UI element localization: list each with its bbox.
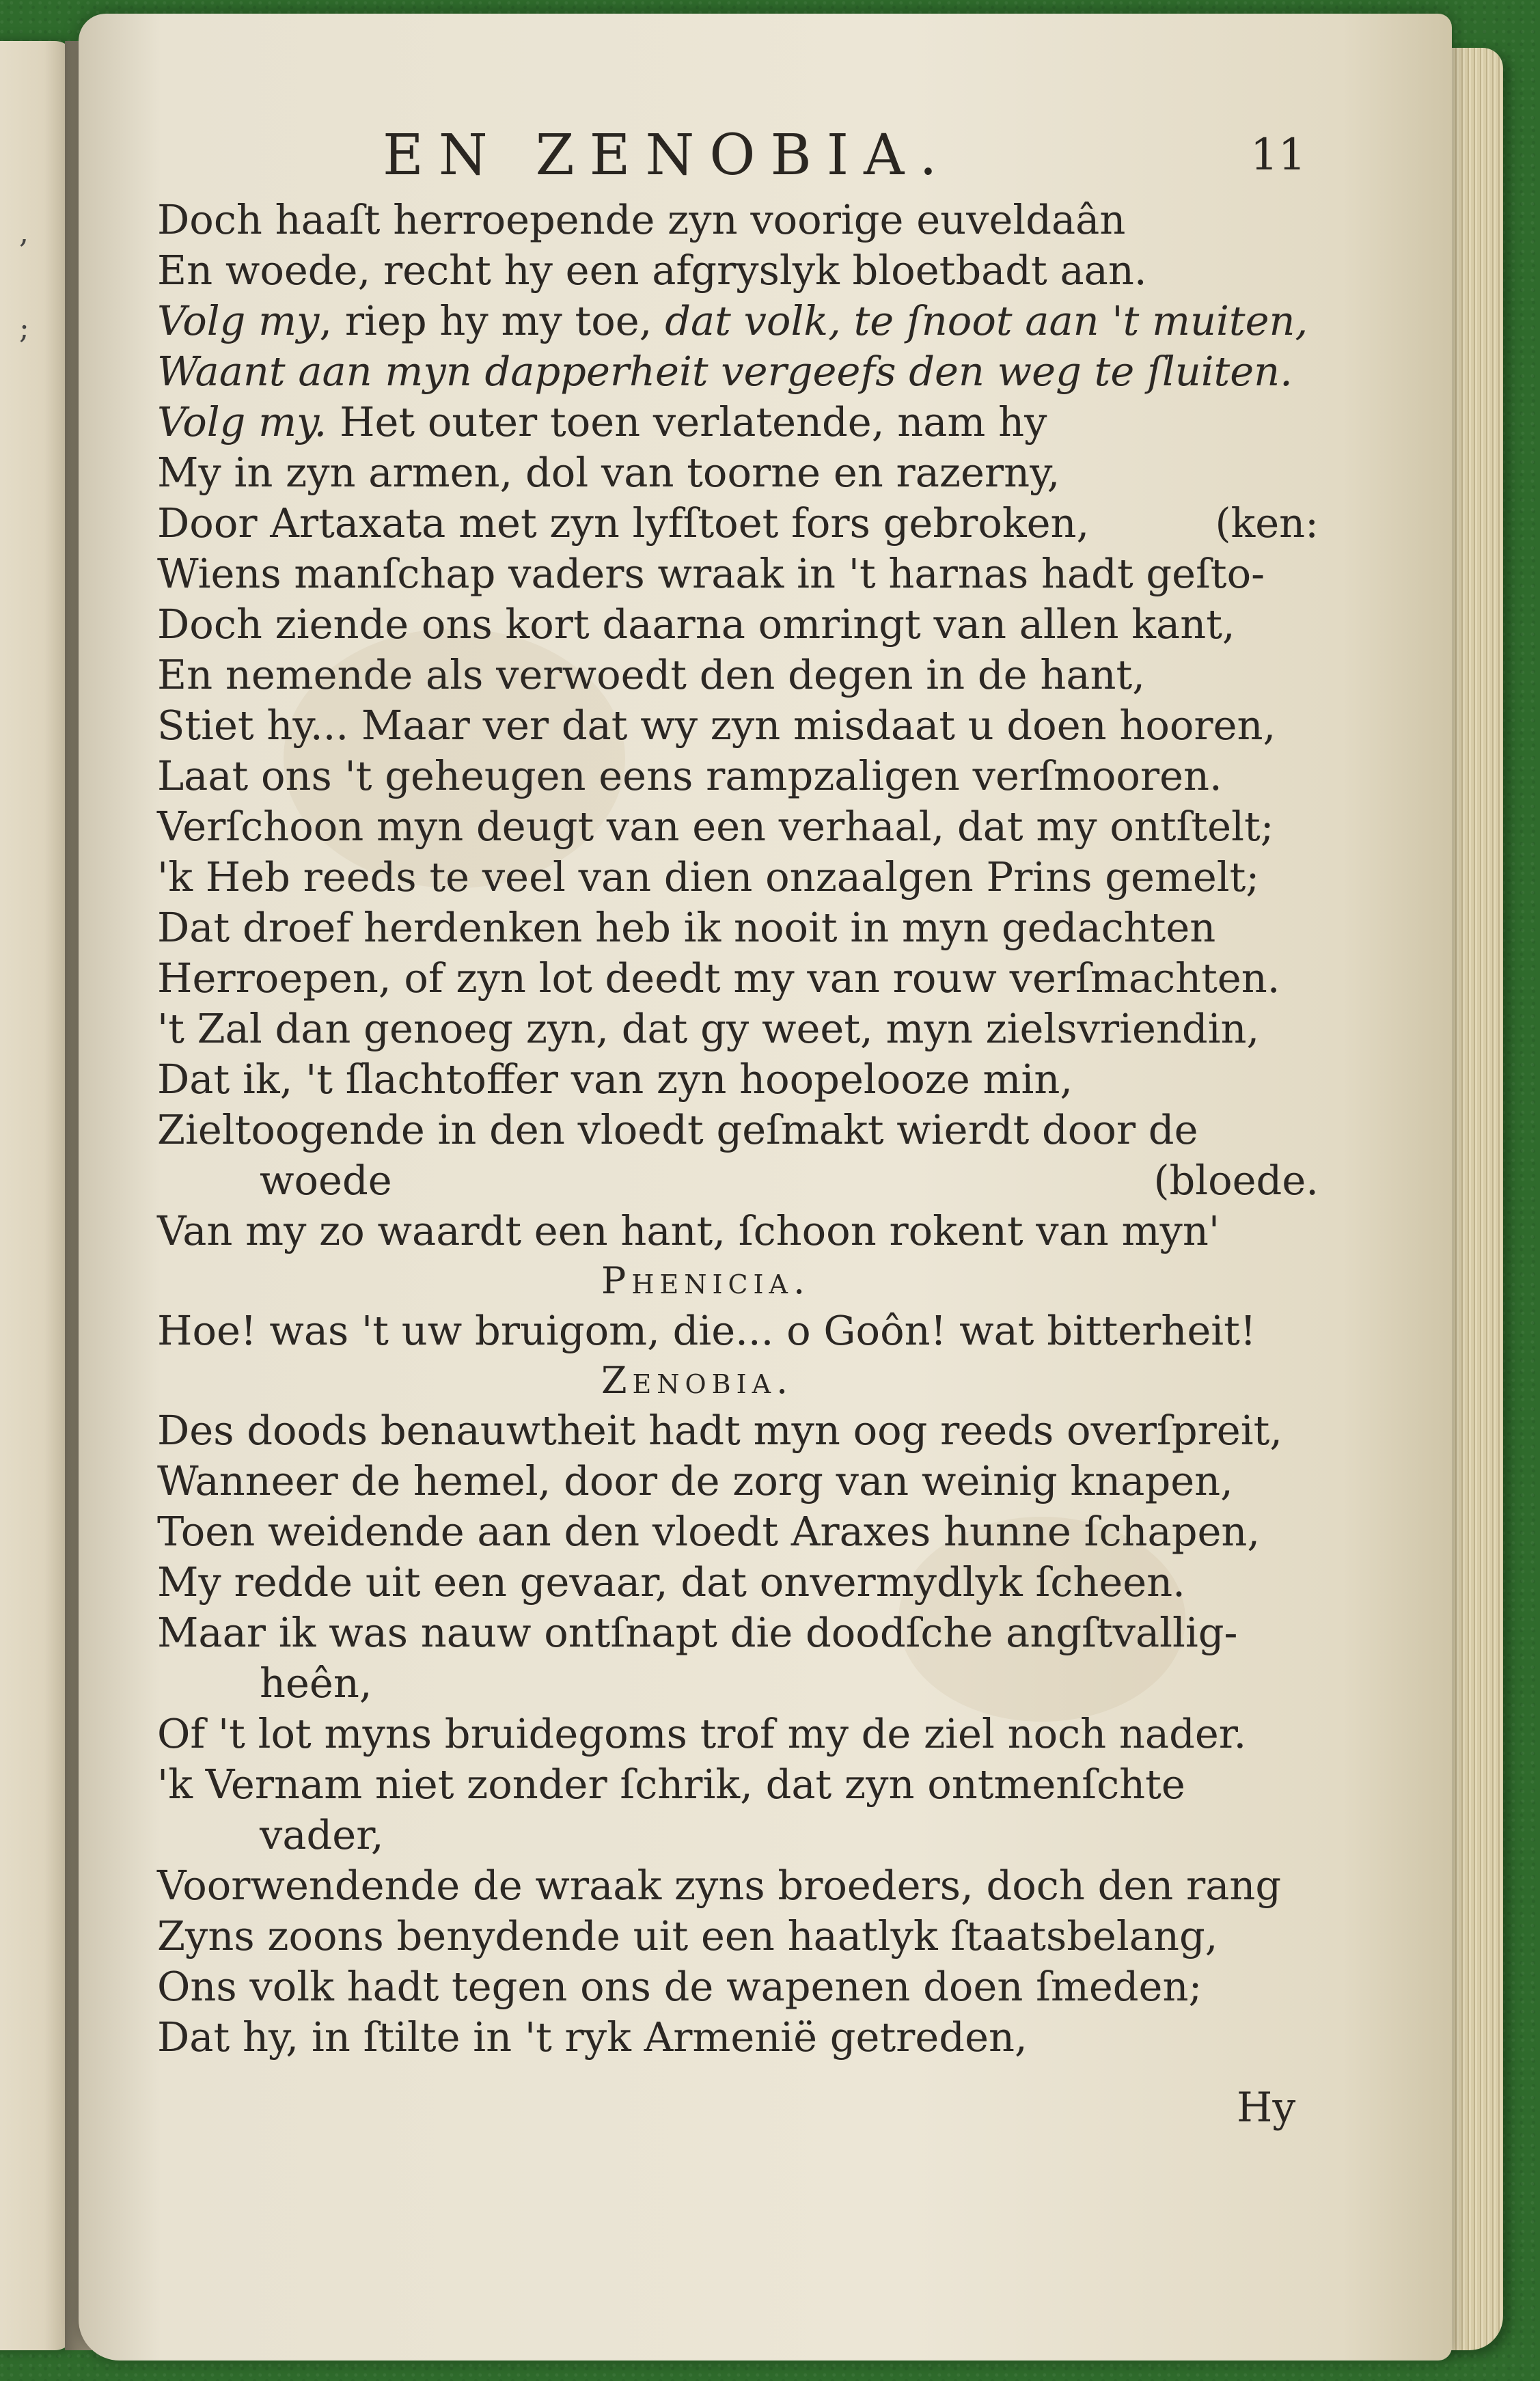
verse-line	[157, 1004, 1332, 1054]
margin-mark: ,	[19, 215, 29, 250]
verse-line	[157, 903, 1332, 953]
verse-line	[157, 650, 1332, 700]
verse-line	[157, 1155, 1332, 1206]
verse-line	[157, 296, 1332, 346]
verse-line-text: Des doods benauwtheit hadt myn oog reeds overſpreit,	[157, 1407, 1283, 1454]
verse-line-text: Toen weidende aan den vloedt Araxes hunne ſchapen,	[157, 1508, 1261, 1555]
verse-line	[157, 549, 1332, 599]
verse-line-text: Laat ons 't geheugen eens rampzaligen verſmooren.	[157, 752, 1222, 799]
verse-line	[157, 1405, 1332, 1456]
verse-line	[157, 1962, 1332, 2012]
verse-line-text: Dat ik, 't ſlachtoffer van zyn hoopelooze min,	[157, 1056, 1073, 1103]
verse-line	[157, 599, 1332, 650]
turned-line-ending: (ken:	[1215, 499, 1319, 547]
verse-line	[157, 953, 1332, 1004]
verse-line-text: Dat hy, in ſtilte in 't ryk Armenië getreden,	[157, 2013, 1028, 2061]
verse-line	[157, 397, 1332, 448]
verse-line-text: Door Artaxata met zyn lyfſtoet fors gebroken,	[157, 499, 1090, 547]
verse-line	[157, 801, 1332, 852]
verse-line-text: Of 't lot myns bruidegoms trof my de ziel noch nader.	[157, 1710, 1247, 1757]
verse-line	[157, 1911, 1332, 1962]
verse-line	[157, 245, 1332, 296]
verse-line-text: 't Zal dan genoeg zyn, dat gy weet, myn zielsvriendin,	[157, 1005, 1260, 1052]
verse-line-text: Wiens manſchap vaders wraak in 't harnas hadt geſto-	[157, 550, 1265, 597]
running-head: EN ZENOBIA.	[383, 123, 952, 188]
verse-line	[157, 1506, 1332, 1557]
speaker-name: Phenicia.	[601, 1259, 811, 1302]
verse-line	[157, 1557, 1332, 1608]
verse-line	[157, 1658, 1332, 1709]
verse-line-text: Doch haaſt herroepende zyn voorige euveldaân	[157, 196, 1126, 243]
verse-line-text: 'k Vernam niet zonder ſchrik, dat zyn ontmenſchte	[157, 1761, 1185, 1808]
facing-page-edge	[0, 41, 75, 2350]
verse-line	[157, 448, 1332, 498]
verse-line	[157, 1306, 1332, 1356]
verse-line-text: Verſchoon myn deugt van een verhaal, dat my ontſtelt;	[157, 803, 1274, 850]
verse-line	[157, 1105, 1332, 1155]
verse-line-text: Zieltoogende in den vloedt geſmakt wierdt door de	[157, 1106, 1198, 1153]
verse-line	[157, 1759, 1332, 1810]
verse-line	[157, 751, 1332, 801]
verse-line-text: Ons volk hadt tegen ons de wapenen doen ſmeden;	[157, 1963, 1202, 2010]
verse-line	[157, 700, 1332, 751]
verse-line-text: Doch ziende ons kort daarna omringt van allen kant,	[157, 601, 1235, 648]
verse-line	[157, 498, 1332, 549]
margin-mark: ;	[19, 311, 29, 346]
verse-line-text: Wanneer de hemel, door de zorg van weinig knapen,	[157, 1457, 1233, 1504]
verse-line-text: My redde uit een gevaar, dat onvermydlyk ſcheen.	[157, 1558, 1185, 1606]
verse-line	[157, 346, 1332, 397]
italic-phrase: dat volk, te ſnoot aan 't muiten,	[665, 297, 1308, 344]
page-number: 11	[1250, 130, 1306, 180]
speaker-name: Zenobia.	[601, 1359, 794, 1402]
verse-line	[157, 1456, 1332, 1506]
italic-phrase: Volg my.	[157, 398, 327, 445]
verse-line	[157, 852, 1332, 903]
verse-line-text: En woede, recht hy een afgryslyk bloetbadt aan.	[157, 247, 1147, 294]
verse-line-text: Herroepen, of zyn lot deedt my van rouw verſmachten.	[157, 954, 1280, 1002]
verse-line-text: Dat droef herdenken heb ik nooit in myn gedachten	[157, 904, 1216, 951]
verse-line-text: Maar ik was nauw ontſnapt die doodſche angſtvallig-	[157, 1609, 1238, 1656]
verse-line	[157, 2012, 1332, 2063]
italic-phrase: Volg my	[157, 297, 320, 344]
verse-line	[157, 1860, 1332, 1911]
verse-line-text: Zyns zoons benydende uit een haatlyk ſtaatsbelang,	[157, 1912, 1218, 1959]
verse-line	[157, 195, 1332, 245]
verse-line	[157, 1206, 1332, 1256]
verse-line-text: Voorwendende de wraak zyns broeders, doch den rang	[157, 1862, 1282, 1909]
verse-line-text: vader,	[260, 1811, 384, 1858]
verse-line-text: heên,	[260, 1660, 372, 1707]
verse-line-text: Waant aan myn dapperheit vergeefs den weg te ſluiten.	[157, 348, 1293, 395]
verse-line-text: woede	[260, 1157, 392, 1204]
verse-phrase: Het outer toen verlatende, nam hy	[327, 398, 1047, 445]
verse-line-text: Stiet hy... Maar ver dat wy zyn misdaat u doen hooren,	[157, 702, 1276, 749]
verse-line	[157, 1608, 1332, 1658]
verse-text-block	[157, 195, 1332, 2063]
verse-line	[157, 1054, 1332, 1105]
verse-line	[157, 1810, 1332, 1860]
verse-line-text: My in zyn armen, dol van toorne en razerny,	[157, 449, 1060, 496]
verse-line-text: Hoe! was 't uw bruigom, die... o Goôn! wat bitterheit!	[157, 1307, 1256, 1354]
turned-line-ending: (bloede.	[1153, 1157, 1319, 1204]
verse-phrase: , riep hy my toe,	[319, 297, 665, 344]
verse-line-text: En nemende als verwoedt den degen in de hant,	[157, 651, 1145, 698]
catchword: Hy	[1237, 2084, 1296, 2132]
verse-line-text: 'k Heb reeds te veel van dien onzaalgen Prins gemelt;	[157, 853, 1260, 900]
verse-line	[157, 1709, 1332, 1759]
verse-line-text: Van my zo waardt een hant, ſchoon rokent van myn'	[157, 1207, 1220, 1254]
